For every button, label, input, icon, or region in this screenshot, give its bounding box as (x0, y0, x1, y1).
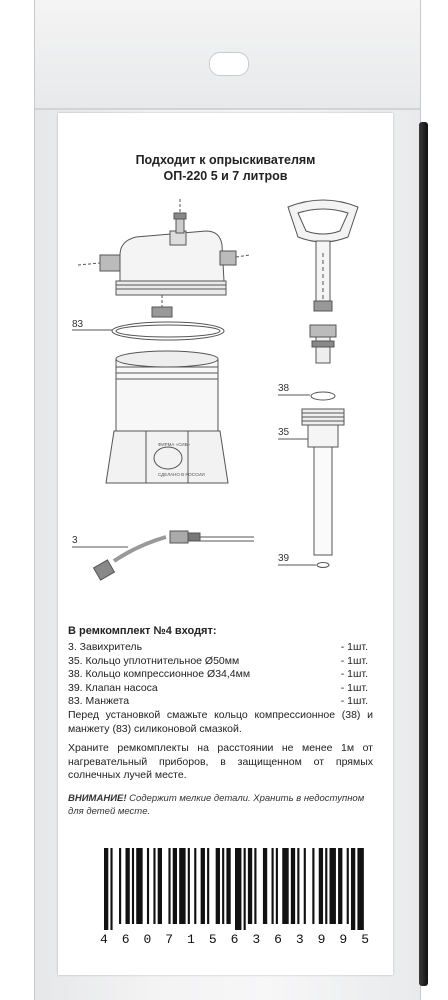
heading-line-1: Подходит к опрыскивателям (135, 153, 316, 167)
barcode-digit: 5 (361, 932, 370, 947)
barcode-bar (194, 848, 196, 924)
parts-list (68, 641, 368, 709)
instruction-card (58, 113, 393, 975)
barcode-bar (329, 848, 335, 924)
barcode-bar (119, 848, 121, 924)
barcode-bar (153, 848, 155, 924)
barcode-digit: 5 (208, 932, 218, 947)
barcode-digit: 1 (187, 932, 196, 947)
barcode-bar (244, 848, 246, 930)
barcode-bar (357, 848, 363, 930)
barcode-bar (304, 848, 306, 924)
barcode-digit: 6 (230, 932, 240, 947)
barcode-bar (276, 848, 278, 924)
barcode-bar (254, 848, 256, 924)
barcode (100, 848, 370, 948)
barcode-bar (110, 848, 112, 930)
barcode-digit: 0 (143, 932, 153, 947)
barcode-digit: 6 (121, 932, 131, 947)
compression-ring-drawing (311, 392, 335, 400)
parts-diagram (58, 113, 393, 613)
barcode-bar (248, 848, 252, 924)
label-39: 39 (278, 553, 290, 564)
part-qty: - 1шт. (340, 641, 368, 653)
barcode-bar (297, 848, 299, 924)
storage-instruction: Храните ремкомплекты на расстоянии не менее 1м от нагревательный приборов, в защищенном от прямых солнечных лучей месте. (68, 742, 373, 781)
warning-label: ВНИМАНИЕ! (68, 793, 127, 804)
barcode-bar (291, 848, 295, 924)
barcode-bar (351, 848, 355, 930)
part-name: 39. Клапан насоса (68, 681, 158, 694)
barcode-bar (147, 848, 149, 924)
lubrication-instruction: Перед установкой смажьте кольцо компрессионное (38) и манжету (83) силиконовой смазкой. (68, 709, 373, 735)
barcode-bar (173, 848, 177, 924)
sprayer-head-drawing (78, 199, 250, 317)
part-qty: - 1шт. (340, 668, 368, 680)
barcode-digit: 4 (100, 932, 109, 947)
list-item (68, 682, 368, 696)
barcode-bar (201, 848, 205, 924)
barcode-bar (179, 848, 185, 924)
barcode-bar (338, 848, 342, 924)
barcode-bar (132, 848, 134, 924)
heading-line-2: ОП-220 5 и 7 литров (163, 169, 288, 183)
made-in-text: СДЕЛАНО В РОССИИ (158, 472, 205, 477)
barcode-digit: 7 (165, 932, 175, 947)
part-qty: - 1шт. (340, 695, 368, 707)
part-name: 3. Завихритель (68, 641, 143, 653)
label-83: 83 (72, 319, 84, 330)
barcode-bar (207, 848, 209, 924)
package-dark-edge (419, 122, 428, 986)
label-35: 35 (278, 427, 290, 438)
barcode-digit: 3 (252, 932, 262, 947)
part-qty: - 1шт. (340, 681, 368, 694)
barcode-bar (216, 848, 220, 924)
part-name: 83. Манжета (68, 695, 130, 707)
barcode-bar (325, 848, 327, 924)
barcode-digit: 3 (295, 932, 305, 947)
hang-hole (209, 52, 249, 76)
barcode-digit: 6 (274, 932, 283, 947)
barcode-bar (158, 848, 162, 924)
barcode-bar (263, 848, 267, 924)
warning-text: Содержит мелкие детали. Хранить в недоступном для детей месте. (68, 793, 365, 817)
barcode-bar (272, 848, 274, 924)
barcode-bar (312, 848, 314, 924)
barcode-bar (168, 848, 170, 924)
barcode-bars (100, 848, 370, 930)
part-qty: - 1шт. (340, 654, 368, 667)
swirler-drawing (72, 531, 254, 580)
list-item (68, 695, 368, 709)
barcode-bar (136, 848, 142, 924)
list-item (68, 668, 368, 682)
list-item (68, 655, 368, 669)
barcode-bar (282, 848, 288, 924)
barcode-bar (347, 848, 349, 924)
list-item (68, 641, 368, 655)
barcode-bar (104, 848, 108, 930)
pump-valve-drawing (317, 563, 329, 568)
tank-drawing (106, 351, 228, 483)
bag-seal-strip (35, 0, 420, 110)
barcode-bar (235, 848, 241, 930)
barcode-digit: 9 (317, 932, 327, 947)
barcode-bar (222, 848, 224, 924)
part-name: 35. Кольцо уплотнительное Ø50мм (68, 654, 240, 667)
kit-title: В ремкомплект №4 входят: (68, 625, 217, 637)
barcode-digit: 9 (339, 932, 349, 947)
barcode-bar (188, 848, 190, 924)
part-name: 38. Кольцо компрессионное Ø34,4мм (68, 668, 251, 680)
barcode-digits (100, 932, 370, 947)
barcode-bar (319, 848, 323, 924)
label-3: 3 (72, 535, 78, 546)
barcode-bar (226, 848, 230, 924)
pump-handle-drawing (278, 200, 358, 400)
warning-note (68, 793, 368, 818)
label-38: 38 (278, 383, 290, 394)
brand-text: ФИРМА «СИБ» (158, 442, 191, 447)
barcode-bar (125, 848, 129, 924)
